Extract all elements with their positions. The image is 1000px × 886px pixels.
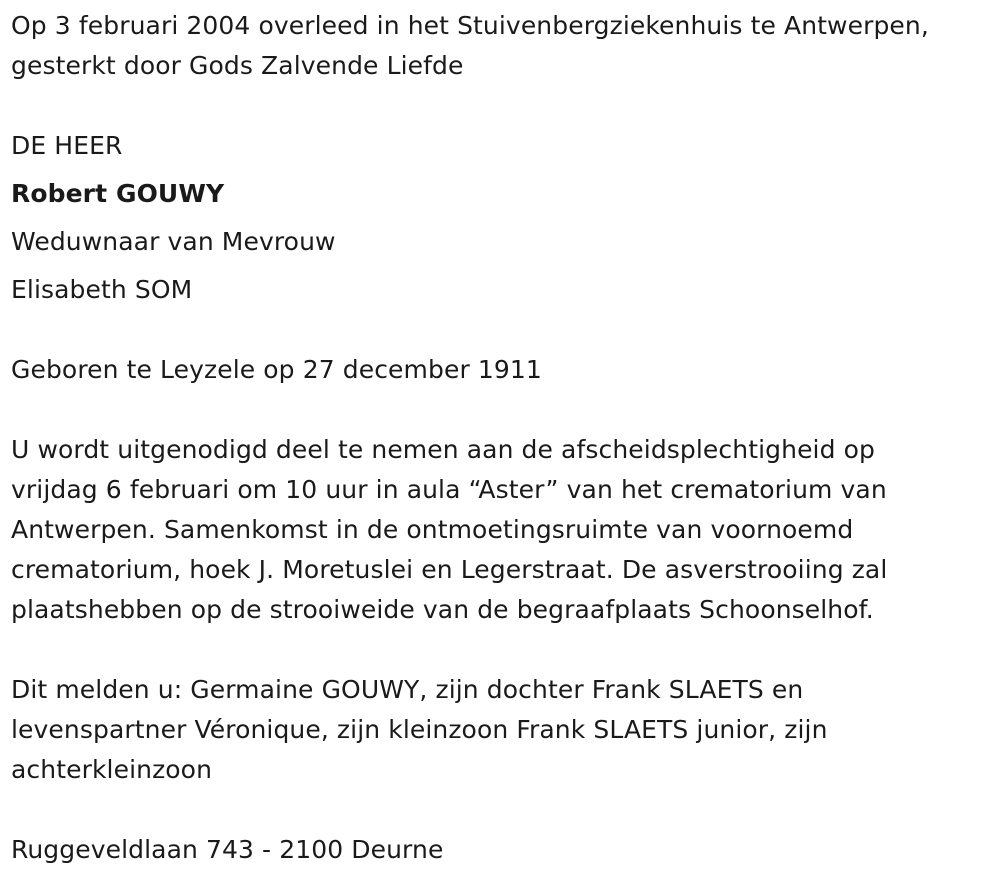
- intro-line-1: Op 3 februari 2004 overleed in het Stuivenbergziekenhuis te Antwerpen,: [11, 11, 929, 40]
- invitation-line-2: vrijdag 6 februari om 10 uur in aula “Aster” van het crematorium van: [11, 475, 887, 504]
- intro-line-2: gesterkt door Gods Zalvende Liefde: [11, 51, 464, 80]
- address: Ruggeveldlaan 743 - 2100 Deurne: [11, 835, 444, 864]
- announcers-line-2: levenspartner Véronique, zijn kleinzoon Frank SLAETS junior, zijn: [11, 715, 828, 744]
- spouse-line-2: Elisabeth SOM: [11, 275, 193, 304]
- birth-info: Geboren te Leyzele op 27 december 1911: [11, 355, 542, 384]
- deceased-name: Robert GOUWY: [11, 179, 225, 208]
- invitation-line-5: plaatshebben op de strooiweide van de begraafplaats Schoonselhof.: [11, 595, 874, 624]
- announcers-line-1: Dit melden u: Germaine GOUWY, zijn dochter Frank SLAETS en: [11, 675, 804, 704]
- honorific-title: DE HEER: [11, 131, 123, 160]
- invitation-line-3: Antwerpen. Samenkomst in de ontmoetingsruimte van voornoemd: [11, 515, 854, 544]
- announcers-line-3: achterkleinzoon: [11, 755, 213, 784]
- invitation-line-1: U wordt uitgenodigd deel te nemen aan de afscheidsplechtigheid op: [11, 435, 875, 464]
- invitation-line-4: crematorium, hoek J. Moretuslei en Legerstraat. De asverstrooiing zal: [11, 555, 888, 584]
- spouse-line-1: Weduwnaar van Mevrouw: [11, 227, 336, 256]
